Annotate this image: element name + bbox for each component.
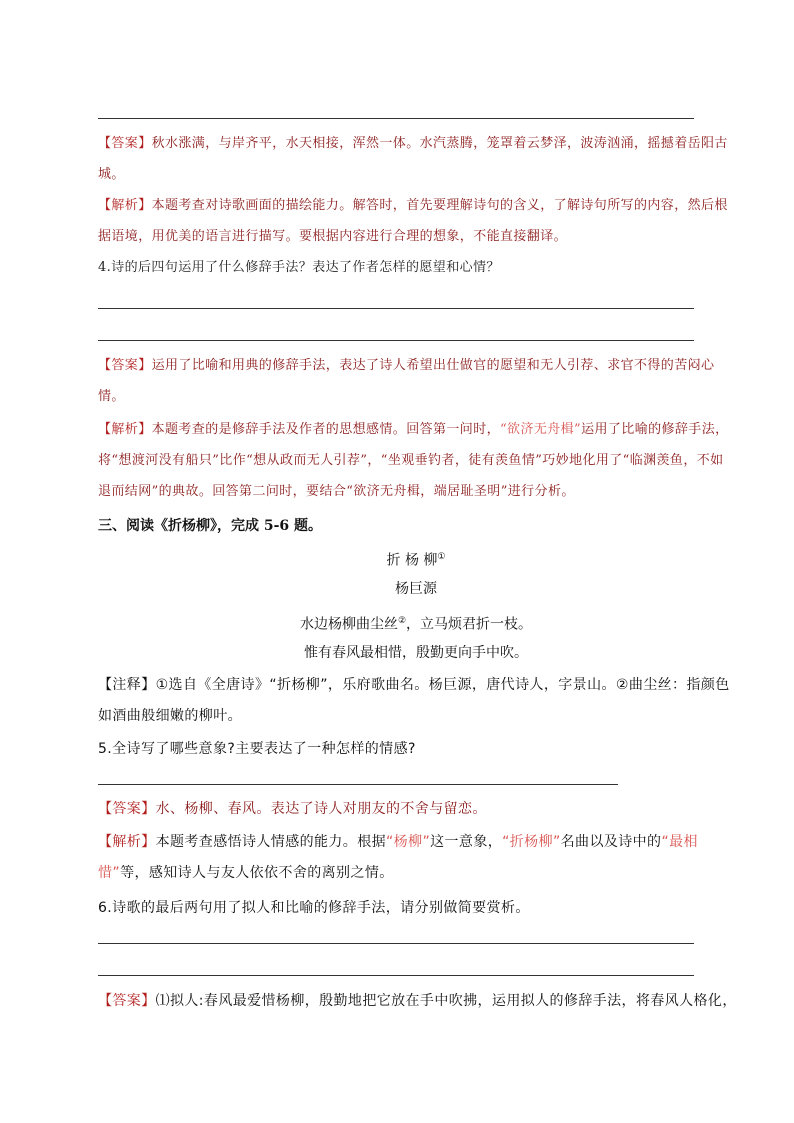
q5-analysis [98,827,734,889]
poem-title-footnote: ① [437,552,446,562]
answer-blank-line [98,975,694,976]
poem-line-1b: ，立马烦君折一枝。 [406,616,533,633]
answer-tag: 【答案】 [98,136,152,151]
poem-author: 杨巨源 [395,581,437,597]
answer-text: 运用了比喻和用典的修辞手法，表达了诗人希望出仕做官的愿望和无人引荐、求官不得的苦闷心情。 [98,358,715,404]
poem-line-2: 惟有春风最相惜，殷勤更向手中吹。 [304,645,528,661]
analysis-tag: 【解析】 [98,834,156,850]
analysis-highlight-1: “杨柳” [386,834,431,850]
analysis-tag: 【解析】 [98,198,152,213]
notes-label: 【注释】 [98,677,156,693]
q3-answer [98,128,734,190]
analysis-text-part1: 本题考查感悟诗人情感的能力。根据 [155,834,387,850]
q5-question: 5.全诗写了哪些意象?主要表达了一种怎样的情感? [98,741,416,757]
q4-analysis [98,414,734,507]
answer-blank-line [98,943,694,944]
analysis-highlight-2: “折杨柳” [502,834,561,850]
answer-blank-line [98,340,694,341]
analysis-highlight: “欲济无舟楫” [500,422,582,437]
poem-title [98,542,734,577]
poem-title-text: 折 杨 柳 [386,552,438,569]
q3-analysis [98,190,734,252]
analysis-text-part2: 运用了比喻的修辞手法，将“想渡河没有船只”比作“想从政而无人引荐”，“坐观垂钓者，徒有羡鱼情”巧妙地化用了“临渊羡鱼，不如退而结网”的典故。回答第二问时，要结合“欲济无舟楫，端居耻圣明”进行分析。 [98,422,729,499]
answer-tag: 【答案】 [98,801,156,817]
answer-blank-line [98,118,694,119]
poem-line-footnote: ② [397,616,407,626]
poem-notes [98,670,734,732]
answer-text: 水、杨柳、春风。表达了诗人对朋友的不舍与留恋。 [155,801,487,817]
q4-question: 4.诗的后四句运用了什么修辞手法？表达了作者怎样的愿望和心情？ [98,260,500,275]
answer-text: ⑴拟人:春风最爱惜杨柳，殷勤地把它放在手中吹拂，运用拟人的修辞手法，将春风人格化， [155,993,737,1009]
analysis-text-part1: 本题考查的是修辞手法及作者的思想感情。回答第一问时， [151,422,501,437]
analysis-text-part3: 名曲以及诗中的 [560,834,662,850]
analysis-text-part2: 这一意象， [430,834,503,850]
q6-question: 6.诗歌的最后两句用了拟人和比喻的修辞手法，请分别做简要赏析。 [98,900,530,916]
answer-tag: 【答案】 [98,993,156,1009]
poem-line-1a: 水边杨柳曲尘丝 [299,616,398,633]
answer-blank-line [98,784,618,785]
answer-text: 秋水涨满，与岸齐平，水天相接，浑然一体。水汽蒸腾，笼罩着云梦泽，波涛汹涌，摇撼着岳阳古城。 [98,136,728,182]
q6-answer [98,986,738,1017]
notes-text: ①选自《全唐诗》“折杨柳”，乐府歌曲名。杨巨源，唐代诗人，字景山。②曲尘丝：指颜色如酒曲般细嫩的柳叶。 [98,677,730,724]
q4-answer [98,350,734,412]
analysis-text-part4: 等，感知诗人与友人依依不舍的离别之情。 [120,865,394,881]
analysis-text: 本题考查对诗歌画面的描绘能力。解答时，首先要理解诗句的含义，了解诗句所写的内容，然后根据语境，用优美的语言进行描写。要根据内容进行合理的想象，不能直接翻译。 [98,198,728,244]
section-heading: 三、阅读《折杨柳》，完成 5-6 题。 [98,518,323,534]
analysis-highlight-3: “最相惜” [98,834,698,881]
answer-blank-line [98,308,694,309]
q5-answer [98,794,734,825]
answer-tag: 【答案】 [98,358,152,373]
analysis-tag: 【解析】 [98,422,152,437]
poem-line-1 [98,606,734,641]
